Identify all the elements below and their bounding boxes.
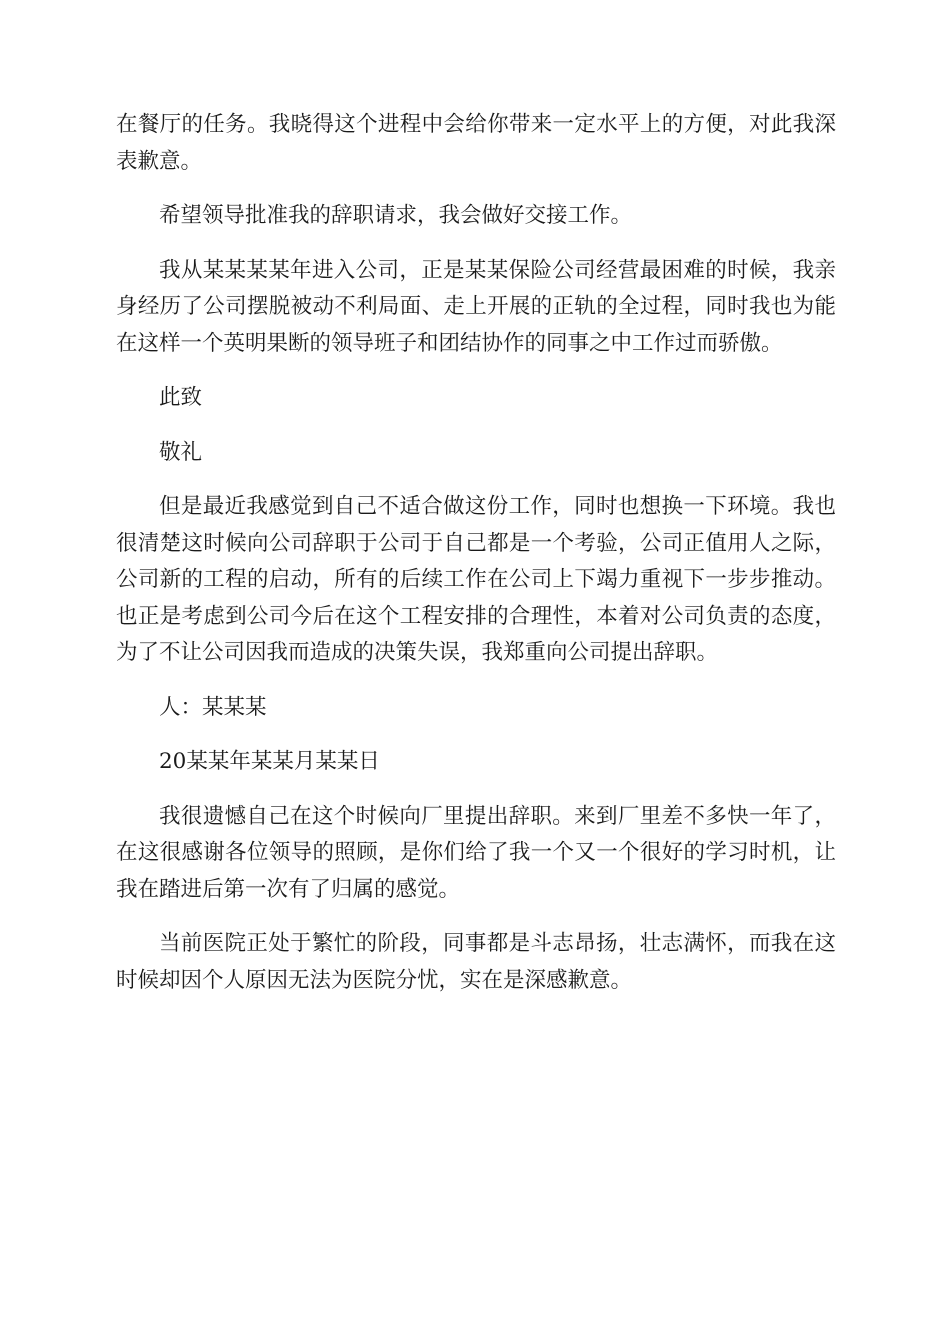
paragraph-request-approval: 希望领导批准我的辞职请求，我会做好交接工作。 <box>159 203 633 228</box>
paragraph-factory-thanks: 我很遗憾自己在这个时候向厂里提出辞职。来到厂里差不多快一年了，在这很感谢各位领导的照顾，是你们给了我一个又一个很好的学习时机，让我在踏进后第一次有了归属的感觉。 <box>116 803 836 902</box>
paragraph-resignation-reason: 但是最近我感觉到自己不适合做这份工作，同时也想换一下环境。我也很清楚这时候向公司辞职于公司于自己都是一个考验，公司正值用人之际，公司新的工程的启动，所有的后续工作在公司上下竭力重视下一步步推动。也正是考虑到公司今后在这个工程安排的合理性，本着对公司负责的态度，为了不让公司因我而造成的决策失误，我郑重向公司提出辞职。 <box>116 494 836 665</box>
closing-salutation: 此致 <box>159 385 203 410</box>
signature-line: 人：某某某 <box>159 694 267 720</box>
date-line: 20某某年某某月某某日 <box>159 749 380 774</box>
paragraph-company-history: 我从某某某某年进入公司，正是某某保险公司经营最困难的时候，我亲身经历了公司摆脱被动不利局面、走上开展的正轨的全过程，同时我也为能在这样一个英明果断的领导班子和团结协作的同事之中工作过而骄傲。 <box>116 257 836 356</box>
closing-regards: 敬礼 <box>159 439 203 465</box>
document-body <box>116 107 836 1017</box>
paragraph-hospital-apology: 当前医院正处于繁忙的阶段，同事都是斗志昂扬，壮志满怀，而我在这时候却因个人原因无法为医院分忧，实在是深感歉意。 <box>116 931 836 993</box>
paragraph-continuation: 在餐厅的任务。我晓得这个进程中会给你带来一定水平上的方便，对此我深表歉意。 <box>116 112 836 174</box>
